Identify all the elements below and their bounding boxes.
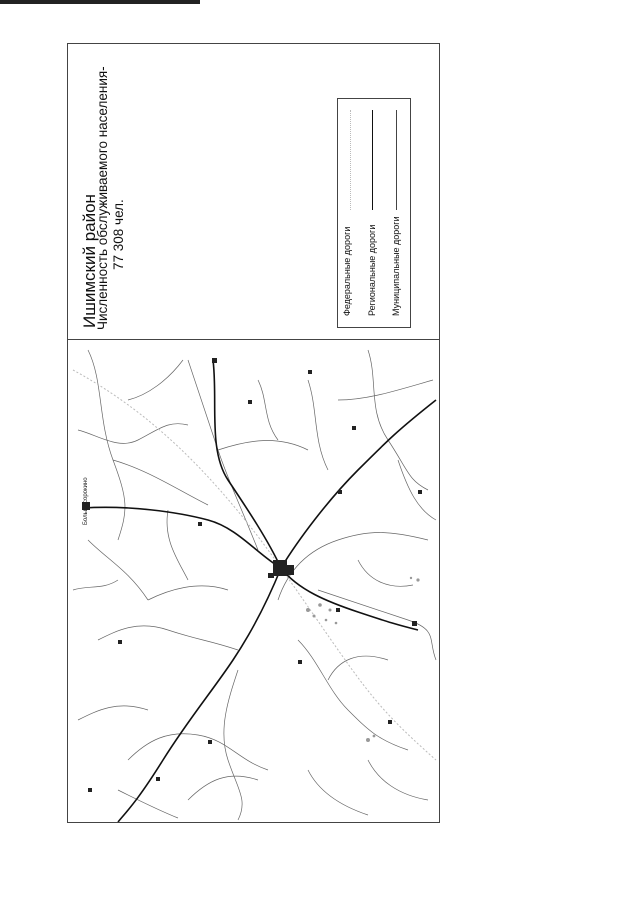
district-map[interactable] [68, 340, 439, 822]
water-bodies [306, 577, 420, 742]
legend-swatch-municipal [396, 110, 397, 210]
population-label: Численность обслуживаемого населения- [95, 66, 110, 330]
legend-label-regional: Региональные дороги [367, 224, 377, 316]
legend-swatch-regional [372, 110, 373, 210]
legend-swatch-federal [350, 110, 352, 210]
legend-label-municipal: Муниципальные дороги [391, 216, 401, 316]
legend-label-federal: Федеральные дороги [342, 226, 352, 316]
population-value: 77 308 чел. [111, 199, 126, 270]
municipal-roads [73, 350, 436, 820]
settlements [82, 358, 422, 792]
place-label-bolshesorokino: Большесорокино [83, 477, 89, 525]
district-title: Ишимский район [80, 194, 99, 328]
road-network [68, 340, 439, 822]
scan-artifact [0, 0, 200, 4]
